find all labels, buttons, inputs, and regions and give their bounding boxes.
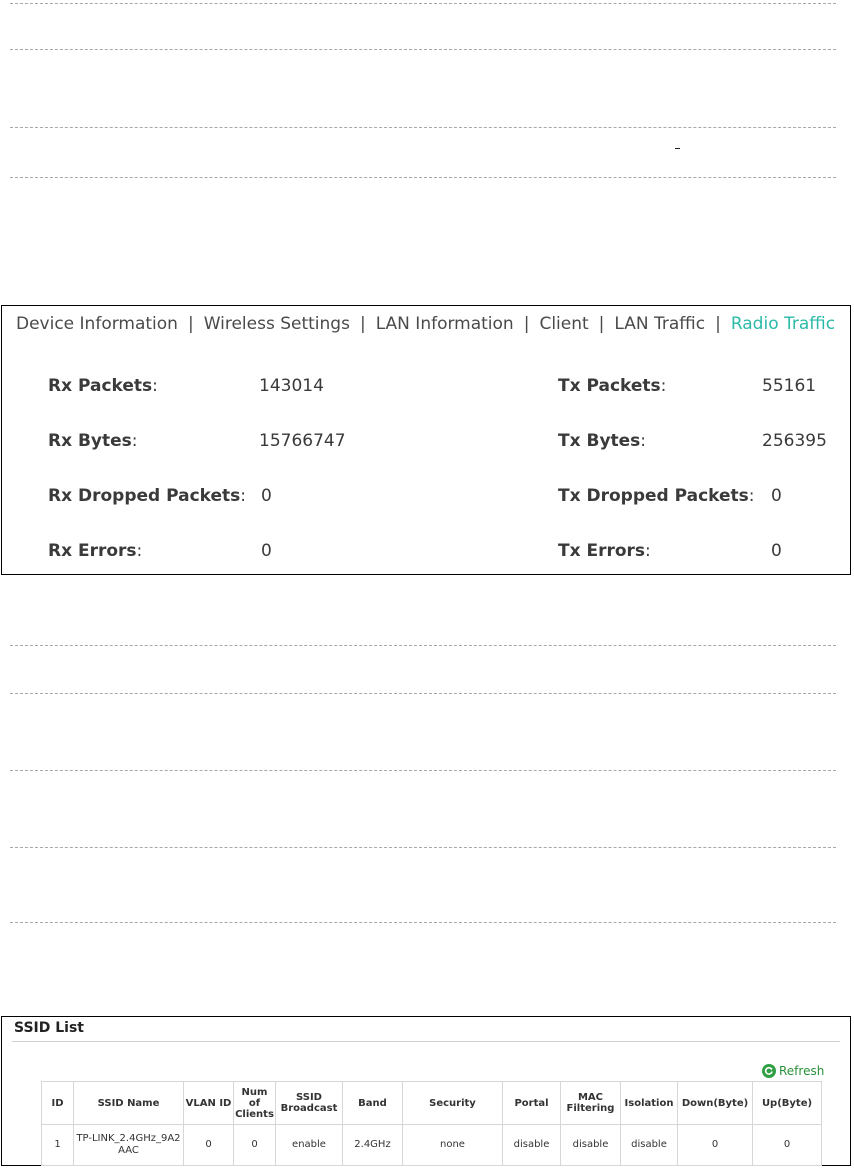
- column-header-ssid-broadcast: SSID Broadcast: [276, 1082, 343, 1125]
- stray-mark: [675, 148, 680, 149]
- ssid-list-panel: [1, 1016, 851, 1166]
- tab-lan-information[interactable]: LAN Information: [375, 314, 514, 334]
- cell-isolation: disable: [621, 1125, 678, 1166]
- dashed-divider: [10, 847, 836, 848]
- tab-separator: |: [715, 314, 721, 334]
- table-header-row: [42, 1082, 822, 1125]
- column-header-mac-filtering: MAC Filtering: [561, 1082, 621, 1125]
- tx-errors-value: 0: [771, 541, 782, 561]
- cell-down-byte: 0: [678, 1125, 753, 1166]
- tab-separator: |: [187, 314, 194, 334]
- tab-separator: |: [523, 314, 530, 334]
- tab-separator: |: [359, 314, 366, 334]
- table-row: [42, 1125, 822, 1166]
- dashed-divider: [10, 127, 836, 128]
- tab-bar: [16, 314, 835, 334]
- tx-packets-value: 55161: [762, 376, 817, 396]
- dashed-divider: [10, 49, 836, 50]
- rx-packets-label: Rx Packets:: [48, 376, 158, 396]
- tx-packets-label: Tx Packets:: [558, 376, 667, 396]
- refresh-icon: [762, 1064, 776, 1078]
- cell-vlan-id: 0: [184, 1125, 234, 1166]
- tx-errors-label: Tx Errors:: [558, 541, 651, 561]
- column-header-portal: Portal: [503, 1082, 561, 1125]
- column-header-ssid-name: SSID Name: [74, 1082, 184, 1125]
- cell-portal: disable: [503, 1125, 561, 1166]
- tab-device-information[interactable]: Device Information: [16, 314, 178, 334]
- tx-dropped-packets-value: 0: [771, 486, 782, 506]
- tx-bytes-value: 256395: [762, 431, 827, 451]
- column-header-up-byte: Up(Byte): [753, 1082, 822, 1125]
- tab-lan-traffic[interactable]: LAN Traffic: [614, 314, 706, 334]
- cell-ssid-name: TP-LINK_2.4GHz_9A2AAC: [74, 1125, 184, 1166]
- rx-errors-value: 0: [261, 541, 272, 561]
- ssid-list-title: SSID List: [14, 1020, 84, 1036]
- dashed-divider: [10, 693, 836, 694]
- tab-radio-traffic[interactable]: Radio Traffic: [730, 314, 836, 334]
- title-divider: [12, 1041, 840, 1042]
- tx-dropped-packets-label: Tx Dropped Packets:: [558, 486, 755, 506]
- cell-up-byte: 0: [753, 1125, 822, 1166]
- column-header-id: ID: [42, 1082, 74, 1125]
- dashed-divider: [10, 177, 836, 178]
- cell-mac-filtering: disable: [561, 1125, 621, 1166]
- cell-num-of-clients: 0: [234, 1125, 276, 1166]
- rx-errors-label: Rx Errors:: [48, 541, 143, 561]
- rx-bytes-value: 15766747: [259, 431, 346, 451]
- tab-client[interactable]: Client: [539, 314, 589, 334]
- column-header-vlan-id: VLAN ID: [184, 1082, 234, 1125]
- dashed-divider: [10, 645, 836, 646]
- cell-ssid-broadcast: enable: [276, 1125, 343, 1166]
- dashed-divider: [10, 770, 836, 771]
- refresh-button[interactable]: [762, 1063, 824, 1079]
- rx-bytes-label: Rx Bytes:: [48, 431, 138, 451]
- tab-wireless-settings[interactable]: Wireless Settings: [203, 314, 350, 334]
- cell-id: 1: [42, 1125, 74, 1166]
- rx-dropped-packets-value: 0: [261, 486, 272, 506]
- radio-traffic-panel: [1, 305, 851, 575]
- column-header-down-byte: Down(Byte): [678, 1082, 753, 1125]
- rx-dropped-packets-label: Rx Dropped Packets:: [48, 486, 247, 506]
- tab-separator: |: [598, 314, 605, 334]
- column-header-band: Band: [343, 1082, 403, 1125]
- cell-band: 2.4GHz: [343, 1125, 403, 1166]
- refresh-label: Refresh: [779, 1064, 825, 1078]
- column-header-security: Security: [403, 1082, 503, 1125]
- ssid-table: [41, 1081, 822, 1166]
- dashed-divider: [10, 922, 836, 923]
- dashed-divider: [10, 3, 836, 4]
- column-header-num-of-clients: Num of Clients: [234, 1082, 276, 1125]
- tx-bytes-label: Tx Bytes:: [558, 431, 647, 451]
- cell-security: none: [403, 1125, 503, 1166]
- column-header-isolation: Isolation: [621, 1082, 678, 1125]
- rx-packets-value: 143014: [259, 376, 324, 396]
